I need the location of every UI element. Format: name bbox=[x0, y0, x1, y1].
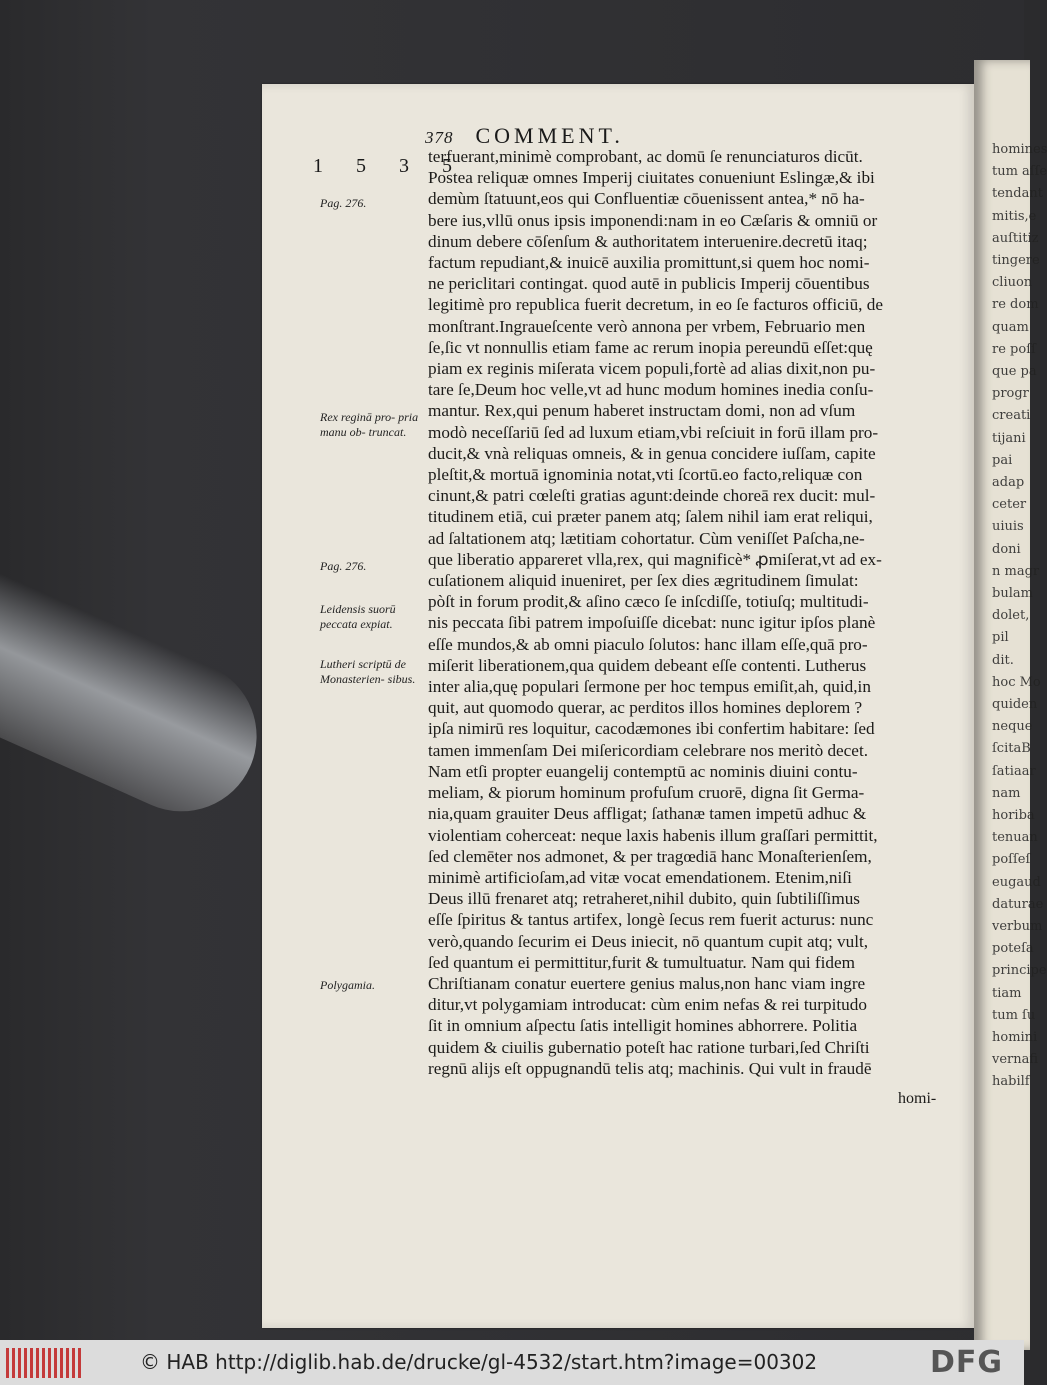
facing-page-fragment: ſatiaar bbox=[992, 763, 1036, 779]
margin-note-polygamia: Polygamia. bbox=[320, 978, 375, 992]
facing-page-fragment: ſcitaB bbox=[992, 741, 1031, 757]
facing-page-fragment: homini bbox=[992, 1030, 1038, 1045]
facing-page-fragment: cliuon bbox=[992, 275, 1033, 291]
text-line: pòſt in forum prodit,& aſino cæco ſe inſcdiſſe, totiuſq; multitudi- bbox=[428, 592, 869, 612]
text-line: Chriſtianam conatur euertere genius malus,non hanc viam ingre bbox=[428, 973, 866, 993]
text-line: demùm ſtatuunt,eos qui Confluentiæ cōuenissent antea,* nō ha- bbox=[428, 189, 865, 209]
text-line: dinum debere cōſenſum & authoritatem interuenire.decretū itaq; bbox=[428, 231, 868, 251]
text-line: pleſtit,& mortuā ignominia notat,vti ſcortū.eo facto,reliquæ con bbox=[428, 465, 863, 485]
facing-page-fragment: habilf bbox=[992, 1074, 1030, 1090]
text-line: nis peccata ſibi patrem impoſuiſſe dicebat: nunc igitur ipſos planè bbox=[428, 613, 876, 633]
text-line: ditur,vt polygamiam introducat: cùm enim nefas & rei turpitudo bbox=[428, 995, 867, 1015]
facing-page-fragment: daturae bbox=[992, 896, 1044, 912]
facing-page-fragment: tum aſſe bbox=[992, 164, 1047, 180]
text-line: tare ſe,Deum hoc velle,vt ad hunc modum homines inedia conſu- bbox=[428, 380, 874, 400]
text-line: nia,quam grauiter Deus affligat; ſathanæ tamen impetū adhuc & bbox=[428, 804, 867, 824]
margin-note-rex: Rex reginā pro- pria manu ob- truncat. bbox=[320, 410, 419, 439]
text-line: quidem & ciuilis gubernatio poteſt hac ratione turbari,ſed Chriſti bbox=[428, 1037, 870, 1057]
facing-page-fragment: verbum bbox=[992, 919, 1043, 934]
facing-page-fragment: re dom bbox=[992, 297, 1039, 313]
text-line: quit, aut quomodo querar, ac perditos illos homines deplorem ? bbox=[428, 698, 863, 718]
facing-page-fragment: tiam bbox=[992, 985, 1022, 1001]
facing-page-fragment: pai bbox=[992, 452, 1013, 468]
facing-page-fragment: quiden bbox=[992, 697, 1038, 712]
facing-page-edge bbox=[974, 60, 1047, 1350]
text-line: ſed clemēter nos admonet, & per tragœdiā hanc Monaſterienſem, bbox=[428, 846, 872, 866]
body-text bbox=[428, 146, 938, 1079]
text-line: titudinem etiā, cui præter panem atq; ſalem nihil iam erat reliqui, bbox=[428, 507, 873, 527]
facing-page-fragment: quam bbox=[992, 319, 1029, 335]
facing-page-fragment: pil bbox=[992, 630, 1009, 646]
facing-page-fragment: dolet, bbox=[992, 608, 1030, 624]
text-line: eſſe mundos,& ab omni piaculo ſolutos: hanc illam eſſe,quā pro- bbox=[428, 634, 868, 654]
text-line: terfuerant,minimè comprobant, ac domū ſe renunciaturos dicūt. bbox=[428, 147, 863, 166]
facing-page-fragment: ceter bbox=[992, 497, 1027, 513]
text-line: ſed quantum ei permittitur,furit & tumultuatur. Nam qui fidem bbox=[428, 952, 856, 972]
facing-page-fragment: horiba bbox=[992, 808, 1035, 823]
text-line: Deus illū frenaret atq; retraheret,nihil dubito, quin ſubtiliſſimus bbox=[428, 889, 860, 909]
text-line: regnū alijs eſt oppugnandū telis atq; machinis. Qui vult in fraudē bbox=[428, 1058, 872, 1078]
facing-page-fragment: re poſſ bbox=[992, 341, 1036, 357]
facing-page-fragment: hoc Mo bbox=[992, 674, 1041, 690]
page-number: 378 bbox=[425, 128, 454, 147]
glass-reflection bbox=[0, 560, 281, 835]
text-line: que liberatio appareret vlla,rex, qui magnificè* ꝓmiſerat,vt ad ex- bbox=[428, 549, 882, 569]
facing-page-fragment: dit. bbox=[992, 652, 1014, 668]
text-line: meliam, & piorum hominum profuſum cruorē, digna ſit Germa- bbox=[428, 783, 865, 803]
margin-note-leidensis: Leidensis suorū peccata expiat. bbox=[320, 602, 396, 631]
text-line: modò neceſſariū ſed ad luxum etiam,vbi reſciuit in forū illam pro- bbox=[428, 422, 879, 442]
text-line: bere ius,vllū onus ipsis imponendi:nam in eo Cæſaris & omniū or bbox=[428, 210, 878, 230]
footer-bar bbox=[0, 1340, 1024, 1385]
facing-page-fragment: creati bbox=[992, 408, 1031, 424]
facing-page-fragment: tum ſu bbox=[992, 1007, 1036, 1023]
facing-page-fragment: que pa bbox=[992, 364, 1037, 379]
facing-page-fragment: tendant bbox=[992, 186, 1043, 202]
facing-page-fragment: tijani bbox=[992, 430, 1026, 446]
dfg-logo: DFG bbox=[930, 1345, 1004, 1380]
facing-page-fragment: poſſeſ bbox=[992, 852, 1031, 868]
facing-page-fragment: progr bbox=[992, 386, 1029, 402]
year-marker: 1 5 3 5 bbox=[313, 155, 466, 177]
text-line: Nam etſi propter euangelij contemptū ac nominis diuini contu- bbox=[428, 761, 858, 781]
text-line: cinunt,& patri cœleſti gratias agunt:deinde choreā rex ducit: mul- bbox=[428, 486, 876, 506]
facing-page-fragment: bulam bbox=[992, 586, 1033, 601]
text-line: ducit,& vnà reliquas omneis, & in genua concidere iuſſam, capite bbox=[428, 443, 876, 463]
text-line: ne periclitari contingat. quod autē in publicis Imperij cōuentibus bbox=[428, 274, 870, 294]
facing-page-fragment: eugaud bbox=[992, 874, 1041, 890]
facing-page-fragment: doni bbox=[992, 541, 1021, 557]
hab-barcode-logo bbox=[6, 1348, 81, 1378]
text-line: Postea reliquæ omnes Imperij ciuitates conueniunt Eslingæ,& ibi bbox=[428, 168, 875, 188]
facing-page-fragment: mitis,e bbox=[992, 208, 1037, 224]
text-line: miſerit liberationem,qua quidem debeant eſſe contenti. Lutherus bbox=[428, 655, 867, 675]
text-line: ſit in omnium aſpectu ſatis intelligit homines abhorrere. Politia bbox=[428, 1016, 858, 1036]
margin-note-pag-2: Pag. 276. bbox=[320, 559, 367, 573]
facing-page-fragment: vernafi bbox=[992, 1052, 1039, 1068]
facing-page-fragment: uiuis bbox=[992, 519, 1024, 535]
text-line: violentiam coherceat: neque laxis habenis illum graſſari permittit, bbox=[428, 825, 878, 845]
facing-page-fragment: poteſa bbox=[992, 941, 1034, 957]
margin-note-pag-1: Pag. 276. bbox=[320, 196, 367, 210]
text-line: inter alia,quę populari ſermone per hoc tempus emiſit,ah, quid,in bbox=[428, 677, 871, 697]
footer-citation: © HAB http://diglib.hab.de/drucke/gl-4532/start.htm?image=00302 bbox=[140, 1350, 818, 1374]
text-line: minimè artificioſam,ad vitæ vocat emendationem. Etenim,niſi bbox=[428, 867, 852, 887]
text-line: tamen immenſam Dei miſericordiam celebrare nos meritò decet. bbox=[428, 740, 869, 760]
margin-note-lutheri: Lutheri scriptū de Monasterien- sibus. bbox=[320, 657, 416, 686]
facing-page-fragment: tenuan bbox=[992, 830, 1038, 846]
facing-page-fragment: n magr bbox=[992, 563, 1040, 579]
facing-page-fragment: tingere bbox=[992, 253, 1040, 268]
text-line: verò,quando ſecurim ei Deus iniecit, nō quantum cupit atq; vult, bbox=[428, 931, 869, 951]
text-line: monſtrant.Ingraueſcente verò annona per vrbem, Februario men bbox=[428, 316, 866, 336]
text-line: factum repudiant,& inuicē auxilia promittunt,si quem hoc nomi- bbox=[428, 253, 870, 273]
facing-page-fragment: auſtitiz bbox=[992, 230, 1039, 246]
facing-page-fragment: nam bbox=[992, 785, 1021, 801]
text-line: ipſa nimirū res loquitur, cacodæmones ibi confertim habitare: ſed bbox=[428, 719, 875, 739]
facing-page-fragment: principe bbox=[992, 963, 1047, 979]
text-line: eſſe ſpiritus & tantus artifex, longè ſecus rem fuerit acturus: nunc bbox=[428, 910, 874, 930]
facing-page-fragment: adap bbox=[992, 475, 1025, 490]
text-line: legitimè pro republica fuerit decretum, in eo ſe facturos officiū, de bbox=[428, 295, 883, 315]
text-line: ſe,ſic vt nonnullis etiam fame ac rerum inopia pereundū eſſet:quę bbox=[428, 337, 873, 357]
text-line: cuſationem aliquid inueniret, per ſex dies ægritudinem ſimulat: bbox=[428, 571, 859, 591]
facing-page-fragment: homines bbox=[992, 142, 1047, 157]
text-line: mantur. Rex,qui penum haberet instructam domi, non ad vſum bbox=[428, 401, 856, 421]
text-line: ad ſaltationem atq; lætitiam cohortatur. Cùm veniſſet Paſcha,ne- bbox=[428, 528, 865, 548]
facing-page-fragment: neque bbox=[992, 719, 1033, 735]
running-title: COMMENT. bbox=[475, 123, 624, 148]
catchword: homi- bbox=[898, 1090, 937, 1107]
text-line: piam ex reginis miſerata vicem populi,fortè ad alias dixit,non pu- bbox=[428, 359, 876, 379]
